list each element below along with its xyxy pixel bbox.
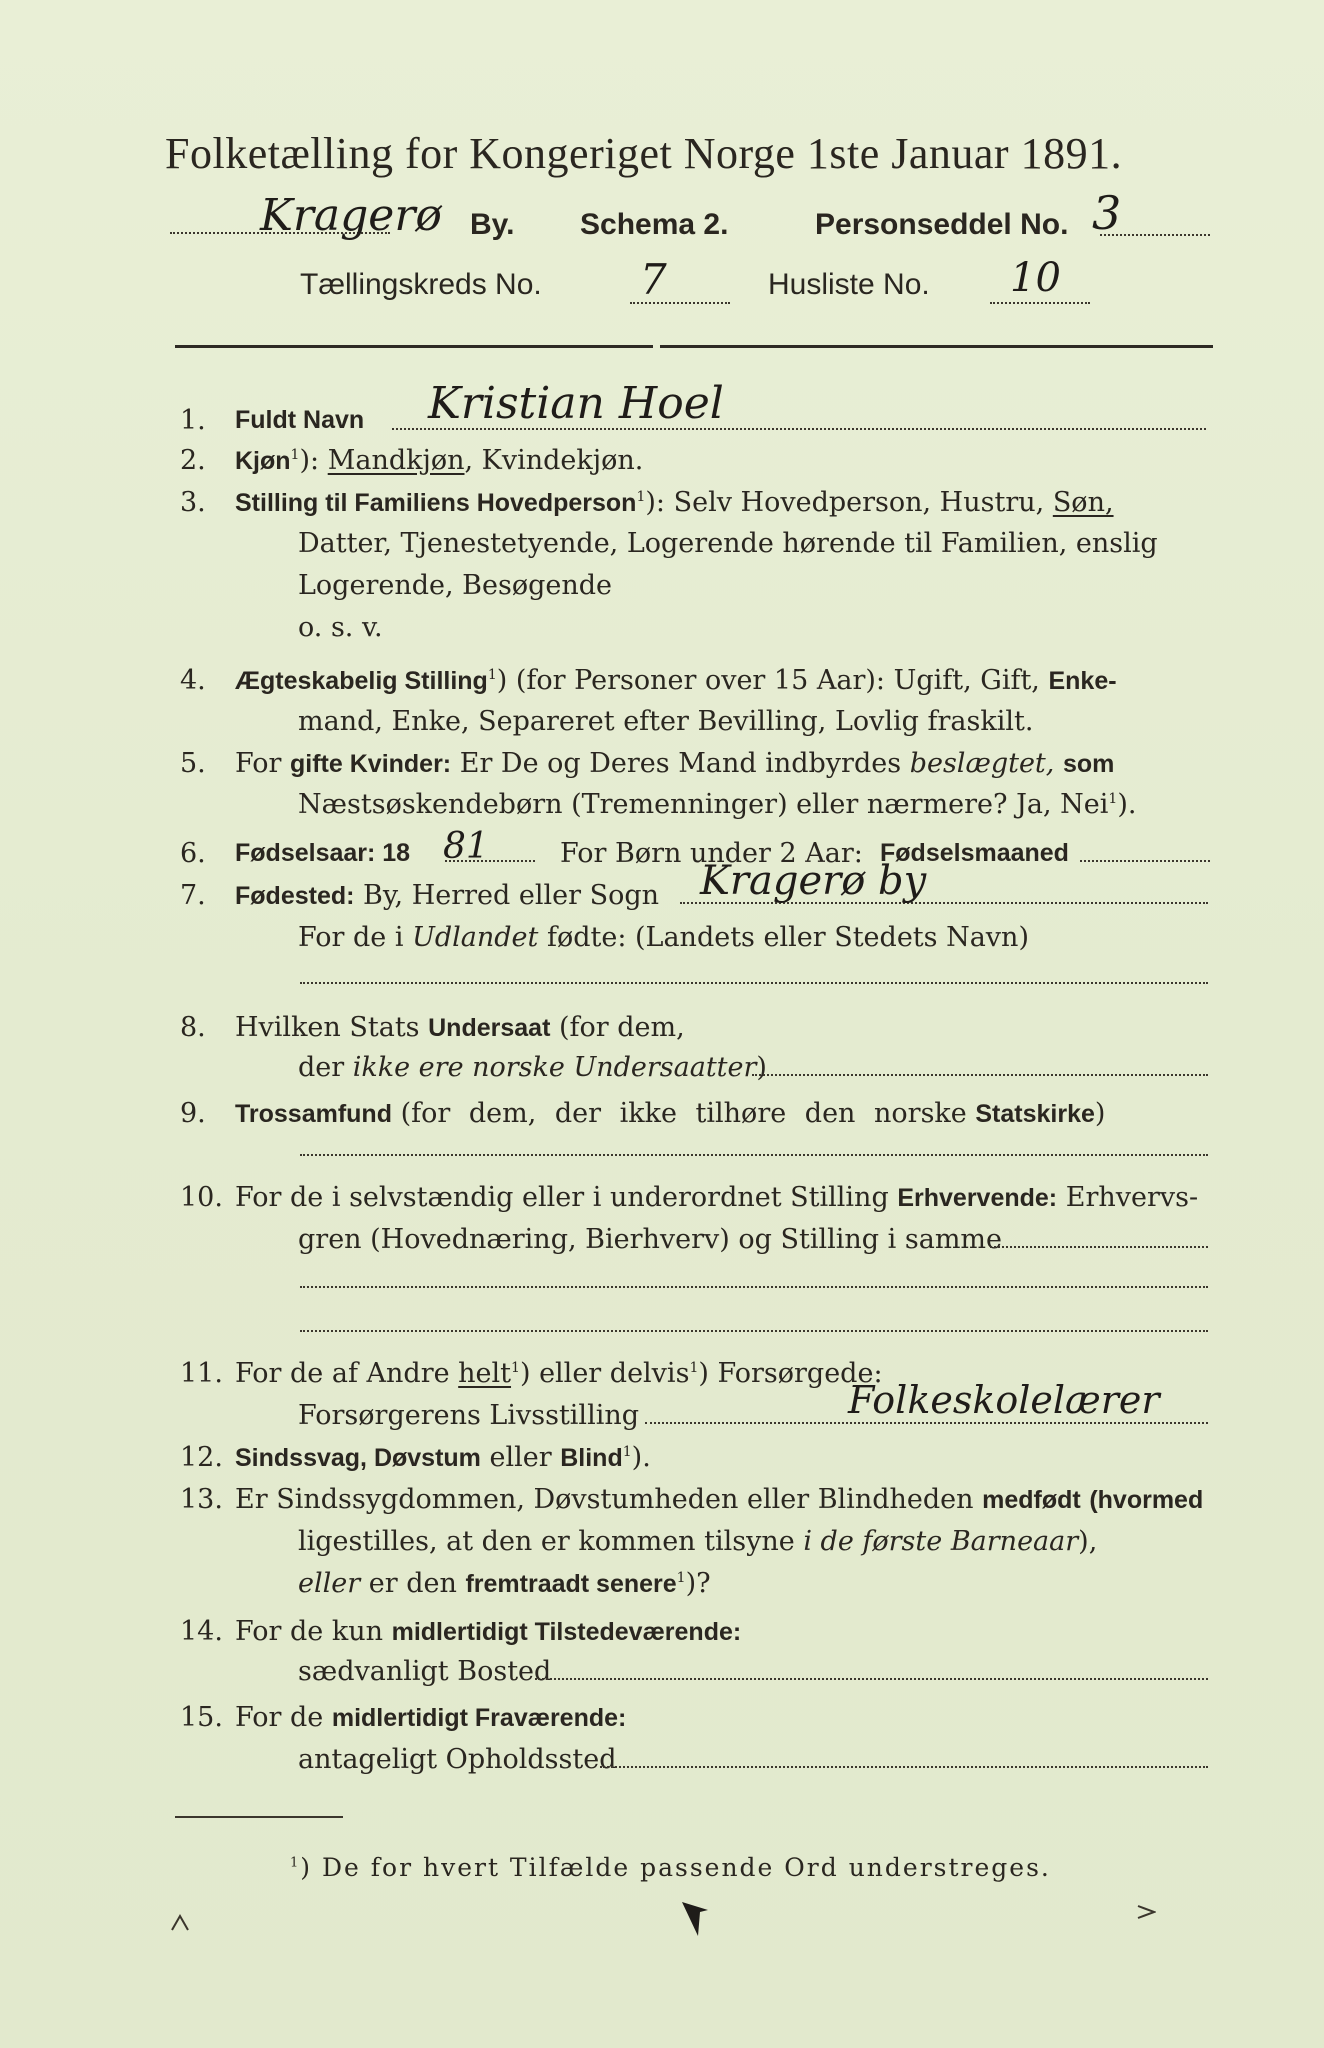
- q3-sup: 1: [636, 489, 646, 505]
- q9-bold-end: Statskirke: [975, 1100, 1095, 1128]
- q7-line1: [235, 880, 659, 911]
- q12-line1: [235, 1442, 651, 1473]
- q10-bold: Erhvervende:: [897, 1184, 1058, 1212]
- q11-answer: Folkeskolelærer: [848, 1378, 1160, 1422]
- q4-line1: [235, 665, 1117, 696]
- q8-line2a: der: [298, 1052, 345, 1083]
- q5-som: som: [1062, 750, 1115, 778]
- q15-number: 15.: [180, 1702, 223, 1733]
- taellingskreds-dotline: [630, 302, 730, 304]
- q4-rest: ) (for Personer over 15 Aar): Ugift, Gift,: [496, 665, 1040, 696]
- q9-label: Trossamfund: [235, 1100, 392, 1128]
- q8-line1b: (for dem,: [558, 1012, 685, 1043]
- q4-label: Ægteskabelig Stilling: [235, 667, 488, 695]
- q5-italic: beslægtet,: [909, 748, 1055, 779]
- q8-bold: Undersaat: [428, 1014, 551, 1042]
- husliste-dotline: [990, 302, 1090, 304]
- q10-line2: gren (Hovednæring, Bierhverv) og Stilling i samme: [298, 1224, 1003, 1255]
- q7-line2b: fødte: (Landets eller Stedets Navn): [546, 922, 1029, 953]
- q9-end: ): [1094, 1098, 1106, 1129]
- q12-end: ).: [631, 1442, 651, 1473]
- q3-label: Stilling til Familiens Hovedperson: [235, 489, 637, 517]
- footnote-text: ) De for hvert Tilfælde passende Ord understreges.: [300, 1853, 1051, 1882]
- q13-line1: [235, 1484, 1203, 1515]
- q3-line3: Logerende, Besøgende: [298, 570, 612, 601]
- q5-label: gifte Kvinder:: [290, 750, 452, 778]
- q8-line1: [235, 1012, 685, 1043]
- q9-dotline: [300, 1154, 1208, 1156]
- q5-prefix: For: [235, 748, 282, 779]
- q5-line1: [235, 748, 1114, 779]
- q14-dotline: [535, 1678, 1208, 1680]
- q5-number: 5.: [180, 748, 206, 779]
- q14-number: 14.: [180, 1616, 223, 1647]
- q12-label2: Blind: [560, 1444, 623, 1472]
- q14-bold: midlertidigt Tilstedeværende:: [391, 1618, 742, 1646]
- q1-label: Fuldt Navn: [235, 406, 365, 434]
- footnote: [290, 1853, 1051, 1882]
- q14-line1a: For de kun: [235, 1616, 383, 1647]
- q10-line1: [235, 1182, 1198, 1213]
- q2-label: Kjøn: [235, 447, 291, 475]
- q2-line: [235, 445, 643, 476]
- q2-number: 2.: [180, 445, 206, 476]
- q10-dotline2: [300, 1286, 1208, 1288]
- q8-line1a: Hvilken Stats: [235, 1012, 420, 1043]
- q3-line4: o. s. v.: [298, 612, 383, 643]
- q2-sup: 1: [290, 447, 300, 463]
- q7-line2-italic: Udlandet: [412, 922, 539, 953]
- personseddel-number: 3: [1092, 186, 1122, 240]
- q13-end: (hvormed: [1089, 1486, 1204, 1514]
- city-handwritten: Kragerø: [260, 190, 442, 241]
- q7-number: 7.: [180, 880, 206, 911]
- q7-line2a: For de i: [298, 922, 404, 953]
- q1-number: 1.: [180, 405, 206, 436]
- q15-bold: midlertidigt Fraværende:: [331, 1704, 627, 1732]
- q2-option-male: Mandkjøn: [327, 445, 465, 476]
- q11-helt: helt: [458, 1358, 512, 1389]
- q12-rest: eller: [489, 1442, 552, 1473]
- q8-dotline: [752, 1074, 1208, 1076]
- q11-line2: Forsørgerens Livsstilling: [298, 1400, 640, 1431]
- q7-line2: [298, 922, 1029, 953]
- q3-number: 3.: [180, 487, 206, 518]
- personseddel-dotline: [1100, 234, 1210, 236]
- q6-number: 6.: [180, 838, 206, 869]
- q13-number: 13.: [180, 1484, 223, 1515]
- q13-bold: medfødt: [982, 1486, 1081, 1514]
- corner-mark-left-icon: [170, 1912, 190, 1932]
- q13-line2-italic: i de første Barneaar: [803, 1526, 1079, 1557]
- q2-option-female: , Kvindekjøn.: [464, 445, 644, 476]
- taellingskreds-label: Tællingskreds No.: [300, 268, 542, 301]
- q12-sup: 1: [622, 1444, 632, 1460]
- q3-rest: ): Selv Hovedperson, Hustru,: [645, 487, 1045, 518]
- form-title: Folketælling for Kongeriget Norge 1ste Januar 1891.: [165, 129, 1123, 178]
- q15-line1: [235, 1702, 626, 1733]
- q10-dotline: [990, 1246, 1208, 1248]
- q11-line1a: For de af Andre: [235, 1358, 450, 1389]
- q15-line1a: For de: [235, 1702, 324, 1733]
- q7-label: Fødested:: [235, 882, 355, 910]
- q4-line2: mand, Enke, Separeret efter Bevilling, Lovlig fraskilt.: [298, 706, 1034, 737]
- q14-line2: sædvanligt Bosted: [298, 1656, 552, 1687]
- q13-sup: 1: [676, 1570, 686, 1586]
- q14-line1: [235, 1616, 741, 1647]
- q5-sup: 1: [1108, 791, 1118, 807]
- q6-label: Fødselsaar: 18: [235, 839, 411, 867]
- q11-line1b: ) eller delvis: [519, 1358, 690, 1389]
- taellingskreds-number: 7: [640, 255, 667, 304]
- q6-label2: Fødselsmaaned: [880, 839, 1069, 867]
- q11-number: 11.: [180, 1358, 223, 1389]
- q11-sup-a: 1: [511, 1360, 520, 1376]
- q3-line1: [235, 487, 1114, 518]
- q12-label: Sindssvag, Døvstum: [235, 1444, 481, 1472]
- q5-line2-text: Næstsøskendebørn (Tremenninger) eller nærmere? Ja, Nei: [298, 789, 1109, 820]
- q9-rest: (for dem, der ikke tilhøre den norske: [400, 1098, 967, 1129]
- footnote-rule: [175, 1816, 343, 1818]
- q13-line3-bold: fremtraadt senere: [465, 1570, 677, 1598]
- by-label: By.: [470, 208, 515, 241]
- q13-line2: [298, 1526, 1097, 1557]
- q5-line2: [298, 789, 1136, 820]
- q15-line2: antageligt Opholdssted: [298, 1744, 617, 1775]
- q4-sup: 1: [487, 667, 497, 683]
- q10-end: Erhvervs-: [1065, 1182, 1199, 1213]
- q11-line1: [235, 1358, 883, 1389]
- q13-line3: [298, 1568, 711, 1599]
- footnote-sup: 1: [290, 1855, 301, 1871]
- q1-answer: Kristian Hoel: [428, 378, 724, 429]
- q6-dotline: [445, 860, 535, 862]
- q6-answer: 81: [443, 826, 489, 867]
- q13-line1-text: Er Sindssygdommen, Døvstumheden eller Blindheden: [235, 1484, 974, 1515]
- q11-sup-b: 1: [689, 1360, 699, 1376]
- husliste-number: 10: [1010, 255, 1061, 301]
- corner-mark-right-icon: [1136, 1904, 1156, 1920]
- q6-dotline2: [1080, 860, 1210, 862]
- q5-rest: Er De og Deres Mand indbyrdes: [459, 748, 902, 779]
- q11-dotline: [645, 1422, 1208, 1424]
- q10-dotline3: [300, 1330, 1208, 1332]
- q15-dotline: [600, 1766, 1208, 1768]
- q3-line2: Datter, Tjenestetyende, Logerende hørende til Familien, enslig: [298, 528, 1158, 559]
- q3-son: Søn,: [1052, 487, 1114, 518]
- schema-label: Schema 2.: [580, 208, 729, 241]
- q10-number: 10.: [180, 1182, 223, 1213]
- q6-rest: For Børn under 2 Aar:: [560, 838, 863, 869]
- q11-line1c: ) Forsørgede:: [698, 1358, 883, 1389]
- q7-answer: Kragerø by: [700, 858, 927, 904]
- q8-number: 8.: [180, 1012, 206, 1043]
- q10-line1-text: For de i selvstændig eller i underordnet Stilling: [235, 1182, 889, 1213]
- husliste-label: Husliste No.: [768, 268, 930, 301]
- q4-enke: Enke-: [1048, 667, 1117, 695]
- personseddel-label: Personseddel No.: [815, 208, 1069, 241]
- q13-line3-end: )?: [685, 1568, 711, 1599]
- q9-number: 9.: [180, 1098, 206, 1129]
- scan-mark-icon: [680, 1898, 710, 1938]
- q7-dotline2: [300, 982, 1208, 984]
- q12-number: 12.: [180, 1442, 223, 1473]
- q7-rest: By, Herred eller Sogn: [363, 880, 660, 911]
- q13-line3a: er den: [368, 1568, 457, 1599]
- q8-line2: [298, 1052, 767, 1083]
- q2-sep: ):: [299, 445, 320, 476]
- q8-line2-italic: ikke ere norske Undersaatter: [352, 1052, 757, 1083]
- q4-number: 4.: [180, 665, 206, 696]
- q13-line3-italic: eller: [298, 1568, 361, 1599]
- q8-line2b: ): [756, 1052, 767, 1083]
- header-rule-left: [175, 345, 653, 348]
- q13-line2b: ),: [1078, 1526, 1098, 1557]
- q5-line2-end: ).: [1117, 789, 1137, 820]
- header-rule-right: [660, 345, 1213, 348]
- q13-line2a: ligestilles, at den er kommen tilsyne: [298, 1526, 795, 1557]
- q9-line1: [235, 1098, 1105, 1129]
